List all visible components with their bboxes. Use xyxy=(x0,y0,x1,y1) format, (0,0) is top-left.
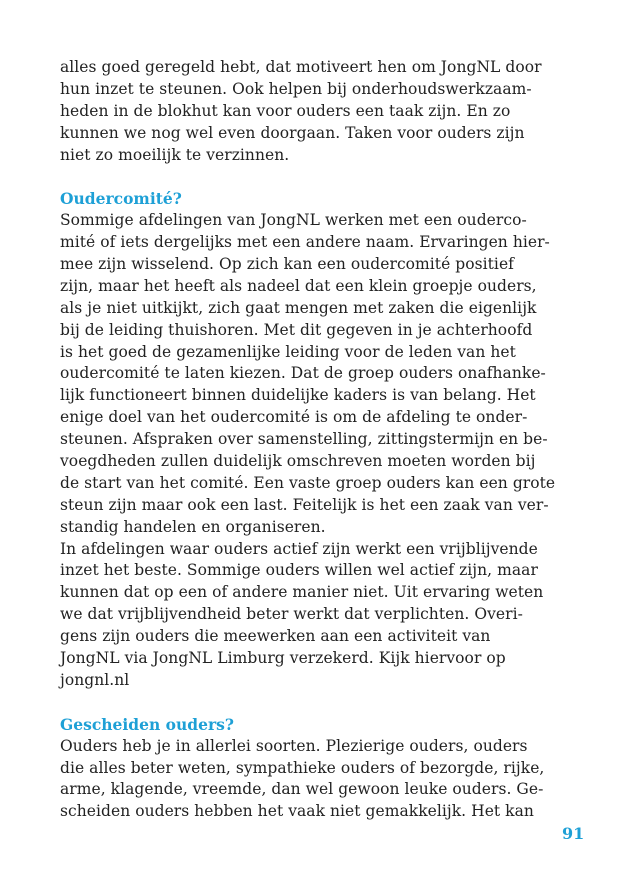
body-text xyxy=(60,57,560,823)
intro-paragraph xyxy=(60,57,560,166)
paragraph-gap xyxy=(60,692,560,714)
text-line: arme, klagende, vreemde, dan wel gewoon leuke ouders. Ge- xyxy=(60,780,544,799)
text-line: inzet het beste. Sommige ouders willen wel actief zijn, maar xyxy=(60,561,538,580)
text-line: scheiden ouders hebben het vaak niet gemakkelijk. Het kan xyxy=(60,802,534,821)
page-number: 91 xyxy=(562,824,585,843)
text-line: steunen. Afspraken over samenstelling, zittingstermijn en be- xyxy=(60,430,548,449)
text-line: die alles beter weten, sympathieke ouders of bezorgde, rijke, xyxy=(60,758,545,777)
text-line: kunnen we nog wel even doorgaan. Taken voor ouders zijn xyxy=(60,123,525,142)
text-line: enige doel van het oudercomité is om de afdeling te onder- xyxy=(60,408,528,427)
text-line: kunnen dat op een of andere manier niet. Uit ervaring weten xyxy=(60,583,544,602)
text-line: Sommige afdelingen van JongNL werken met een ouderco- xyxy=(60,211,527,230)
text-line: In afdelingen waar ouders actief zijn werkt een vrijblijvende xyxy=(60,539,538,558)
text-line: is het goed de gezamenlijke leiding voor de leden van het xyxy=(60,342,516,361)
text-line: mee zijn wisselend. Op zich kan een oudercomité positief xyxy=(60,255,514,274)
text-line: heden in de blokhut kan voor ouders een taak zijn. En zo xyxy=(60,101,511,120)
text-line: we dat vrijblijvendheid beter werkt dat verplichten. Overi- xyxy=(60,605,523,624)
text-line: lijk functioneert binnen duidelijke kaders is van belang. Het xyxy=(60,386,536,405)
text-line: gens zijn ouders die meewerken aan een activiteit van xyxy=(60,627,491,646)
text-line: zijn, maar het heeft als nadeel dat een klein groepje ouders, xyxy=(60,276,537,295)
text-line: jongnl.nl xyxy=(60,670,130,689)
text-line: standig handelen en organiseren. xyxy=(60,517,326,536)
text-line: mité of iets dergelijks met een andere naam. Ervaringen hier- xyxy=(60,233,550,252)
text-line: de start van het comité. Een vaste groep ouders kan een grote xyxy=(60,473,556,492)
text-line: oudercomité te laten kiezen. Dat de groep ouders onafhanke- xyxy=(60,364,546,383)
text-line: bij de leiding thuishoren. Met dit gegeven in je achterhoofd xyxy=(60,320,533,339)
section-heading: Gescheiden ouders? xyxy=(60,714,234,734)
text-line: alles goed geregeld hebt, dat motiveert hen om JongNL door xyxy=(60,58,542,76)
section-gescheiden-ouders xyxy=(60,714,560,823)
text-line: JongNL via JongNL Limburg verzekerd. Kijk hiervoor op xyxy=(60,649,506,668)
text-line: als je niet uitkijkt, zich gaat mengen met zaken die eigenlijk xyxy=(60,298,537,317)
section-heading: Oudercomité? xyxy=(60,189,182,209)
text-line: voegdheden zullen duidelijk omschreven moeten worden bij xyxy=(60,452,536,471)
paragraph-gap xyxy=(60,166,560,188)
text-line: niet zo moeilijk te verzinnen. xyxy=(60,145,290,164)
text-line: Ouders heb je in allerlei soorten. Plezierige ouders, ouders xyxy=(60,736,528,755)
text-line: steun zijn maar ook een last. Feitelijk is het een zaak van ver- xyxy=(60,495,549,514)
text-line: hun inzet te steunen. Ook helpen bij onderhoudswerkzaam- xyxy=(60,79,532,98)
section-oudercomite xyxy=(60,188,560,691)
